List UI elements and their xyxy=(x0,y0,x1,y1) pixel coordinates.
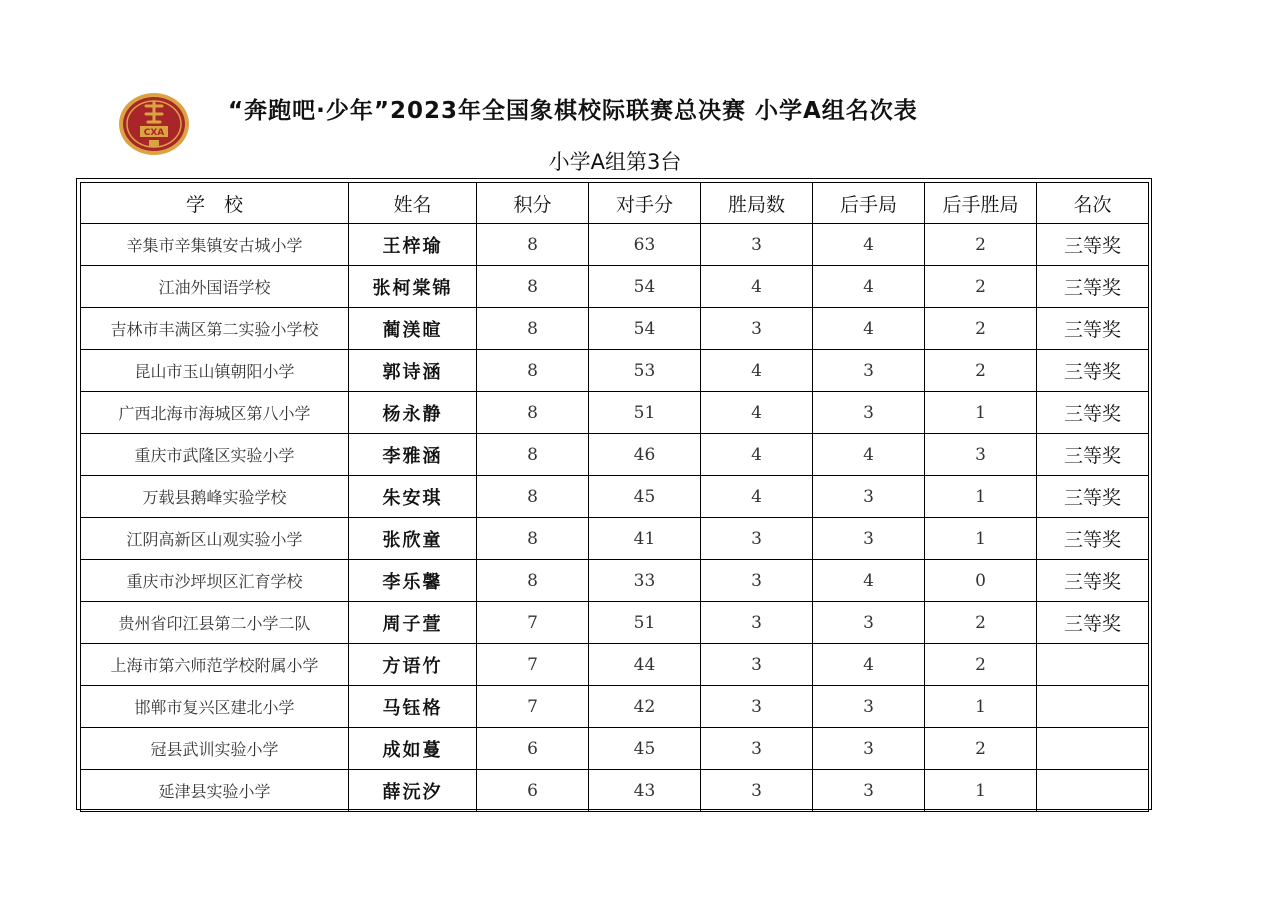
rank-cell: 三等奖 xyxy=(1037,266,1149,308)
opponent-score-cell: 43 xyxy=(589,770,701,812)
header-points: 积分 xyxy=(477,183,589,224)
player-name-cell: 杨永静 xyxy=(349,392,477,434)
rank-cell: 三等奖 xyxy=(1037,602,1149,644)
table-row xyxy=(81,308,1149,350)
points-cell: 8 xyxy=(477,476,589,518)
points-cell: 8 xyxy=(477,224,589,266)
points-cell: 7 xyxy=(477,644,589,686)
header-school: 学 校 xyxy=(81,183,349,224)
school-cell: 贵州省印江县第二小学二队 xyxy=(81,602,349,644)
opponent-score-cell: 45 xyxy=(589,728,701,770)
black-games-cell: 3 xyxy=(813,602,925,644)
player-name-cell: 张柯棠锦 xyxy=(349,266,477,308)
school-cell: 辛集市辛集镇安古城小学 xyxy=(81,224,349,266)
school-cell: 上海市第六师范学校附属小学 xyxy=(81,644,349,686)
points-cell: 8 xyxy=(477,518,589,560)
player-name-cell: 朱安琪 xyxy=(349,476,477,518)
wins-cell: 3 xyxy=(701,518,813,560)
wins-cell: 3 xyxy=(701,686,813,728)
black-wins-cell: 1 xyxy=(925,476,1037,518)
wins-cell: 4 xyxy=(701,350,813,392)
black-games-cell: 3 xyxy=(813,476,925,518)
rank-cell: 三等奖 xyxy=(1037,560,1149,602)
rank-cell: 三等奖 xyxy=(1037,392,1149,434)
school-cell: 广西北海市海城区第八小学 xyxy=(81,392,349,434)
black-games-cell: 3 xyxy=(813,686,925,728)
points-cell: 6 xyxy=(477,770,589,812)
player-name-cell: 蔺渼暄 xyxy=(349,308,477,350)
rank-cell xyxy=(1037,644,1149,686)
school-cell: 重庆市武隆区实验小学 xyxy=(81,434,349,476)
rank-cell: 三等奖 xyxy=(1037,308,1149,350)
table-row xyxy=(81,728,1149,770)
opponent-score-cell: 33 xyxy=(589,560,701,602)
player-name-cell: 周子萱 xyxy=(349,602,477,644)
cxa-logo xyxy=(118,92,190,156)
school-cell: 万载县鹅峰实验学校 xyxy=(81,476,349,518)
black-games-cell: 4 xyxy=(813,308,925,350)
player-name-cell: 马钰格 xyxy=(349,686,477,728)
opponent-score-cell: 41 xyxy=(589,518,701,560)
black-wins-cell: 2 xyxy=(925,266,1037,308)
black-wins-cell: 3 xyxy=(925,434,1037,476)
school-cell: 冠县武训实验小学 xyxy=(81,728,349,770)
points-cell: 8 xyxy=(477,266,589,308)
opponent-score-cell: 53 xyxy=(589,350,701,392)
black-games-cell: 3 xyxy=(813,518,925,560)
header-wins: 胜局数 xyxy=(701,183,813,224)
player-name-cell: 李乐馨 xyxy=(349,560,477,602)
school-cell: 昆山市玉山镇朝阳小学 xyxy=(81,350,349,392)
wins-cell: 3 xyxy=(701,560,813,602)
black-games-cell: 4 xyxy=(813,560,925,602)
black-games-cell: 4 xyxy=(813,224,925,266)
wins-cell: 4 xyxy=(701,434,813,476)
black-wins-cell: 0 xyxy=(925,560,1037,602)
black-games-cell: 4 xyxy=(813,644,925,686)
ranking-table-frame xyxy=(76,178,1152,810)
opponent-score-cell: 46 xyxy=(589,434,701,476)
school-cell: 重庆市沙坪坝区汇育学校 xyxy=(81,560,349,602)
opponent-score-cell: 51 xyxy=(589,602,701,644)
black-wins-cell: 1 xyxy=(925,770,1037,812)
wins-cell: 3 xyxy=(701,644,813,686)
header-rank: 名次 xyxy=(1037,183,1149,224)
black-games-cell: 3 xyxy=(813,770,925,812)
table-row xyxy=(81,266,1149,308)
black-wins-cell: 2 xyxy=(925,308,1037,350)
player-name-cell: 薛沅汐 xyxy=(349,770,477,812)
table-row xyxy=(81,518,1149,560)
opponent-score-cell: 54 xyxy=(589,308,701,350)
points-cell: 8 xyxy=(477,350,589,392)
black-wins-cell: 1 xyxy=(925,518,1037,560)
black-wins-cell: 2 xyxy=(925,602,1037,644)
opponent-score-cell: 44 xyxy=(589,644,701,686)
rank-cell xyxy=(1037,770,1149,812)
wins-cell: 4 xyxy=(701,266,813,308)
header-opponent-score: 对手分 xyxy=(589,183,701,224)
points-cell: 8 xyxy=(477,560,589,602)
opponent-score-cell: 42 xyxy=(589,686,701,728)
rank-cell xyxy=(1037,686,1149,728)
school-cell: 江阴高新区山观实验小学 xyxy=(81,518,349,560)
page-title: “奔跑吧·少年”2023年全国象棋校际联赛总决赛 小学A组名次表 xyxy=(228,98,918,124)
table-row xyxy=(81,770,1149,812)
rank-cell xyxy=(1037,728,1149,770)
table-row xyxy=(81,476,1149,518)
black-games-cell: 3 xyxy=(813,728,925,770)
player-name-cell: 李雅涵 xyxy=(349,434,477,476)
wins-cell: 4 xyxy=(701,392,813,434)
table-row xyxy=(81,602,1149,644)
black-games-cell: 4 xyxy=(813,434,925,476)
rank-cell: 三等奖 xyxy=(1037,350,1149,392)
player-name-cell: 成如蔓 xyxy=(349,728,477,770)
points-cell: 8 xyxy=(477,308,589,350)
svg-text:CXA: CXA xyxy=(143,128,165,138)
rank-cell: 三等奖 xyxy=(1037,434,1149,476)
player-name-cell: 郭诗涵 xyxy=(349,350,477,392)
header-black-games: 后手局 xyxy=(813,183,925,224)
rank-cell: 三等奖 xyxy=(1037,518,1149,560)
school-cell: 吉林市丰满区第二实验小学校 xyxy=(81,308,349,350)
points-cell: 6 xyxy=(477,728,589,770)
table-row xyxy=(81,434,1149,476)
black-games-cell: 3 xyxy=(813,350,925,392)
black-wins-cell: 2 xyxy=(925,350,1037,392)
table-row xyxy=(81,560,1149,602)
wins-cell: 3 xyxy=(701,770,813,812)
table-row xyxy=(81,224,1149,266)
black-games-cell: 4 xyxy=(813,266,925,308)
black-wins-cell: 2 xyxy=(925,224,1037,266)
table-header-row xyxy=(81,183,1149,224)
player-name-cell: 张欣童 xyxy=(349,518,477,560)
opponent-score-cell: 45 xyxy=(589,476,701,518)
opponent-score-cell: 51 xyxy=(589,392,701,434)
points-cell: 8 xyxy=(477,392,589,434)
school-cell: 延津县实验小学 xyxy=(81,770,349,812)
black-wins-cell: 1 xyxy=(925,392,1037,434)
table-row xyxy=(81,644,1149,686)
table-row xyxy=(81,392,1149,434)
header-black-wins: 后手胜局 xyxy=(925,183,1037,224)
opponent-score-cell: 54 xyxy=(589,266,701,308)
school-cell: 邯郸市复兴区建北小学 xyxy=(81,686,349,728)
black-wins-cell: 2 xyxy=(925,728,1037,770)
player-name-cell: 方语竹 xyxy=(349,644,477,686)
black-games-cell: 3 xyxy=(813,392,925,434)
player-name-cell: 王梓瑜 xyxy=(349,224,477,266)
rank-cell: 三等奖 xyxy=(1037,476,1149,518)
wins-cell: 3 xyxy=(701,602,813,644)
wins-cell: 4 xyxy=(701,476,813,518)
school-cell: 江油外国语学校 xyxy=(81,266,349,308)
opponent-score-cell: 63 xyxy=(589,224,701,266)
ranking-table xyxy=(80,182,1149,812)
wins-cell: 3 xyxy=(701,308,813,350)
black-wins-cell: 1 xyxy=(925,686,1037,728)
points-cell: 8 xyxy=(477,434,589,476)
table-row xyxy=(81,350,1149,392)
header-name: 姓名 xyxy=(349,183,477,224)
black-wins-cell: 2 xyxy=(925,644,1037,686)
rank-cell: 三等奖 xyxy=(1037,224,1149,266)
wins-cell: 3 xyxy=(701,728,813,770)
table-subtitle: 小学A组第3台 xyxy=(548,150,682,174)
wins-cell: 3 xyxy=(701,224,813,266)
points-cell: 7 xyxy=(477,602,589,644)
points-cell: 7 xyxy=(477,686,589,728)
table-row xyxy=(81,686,1149,728)
